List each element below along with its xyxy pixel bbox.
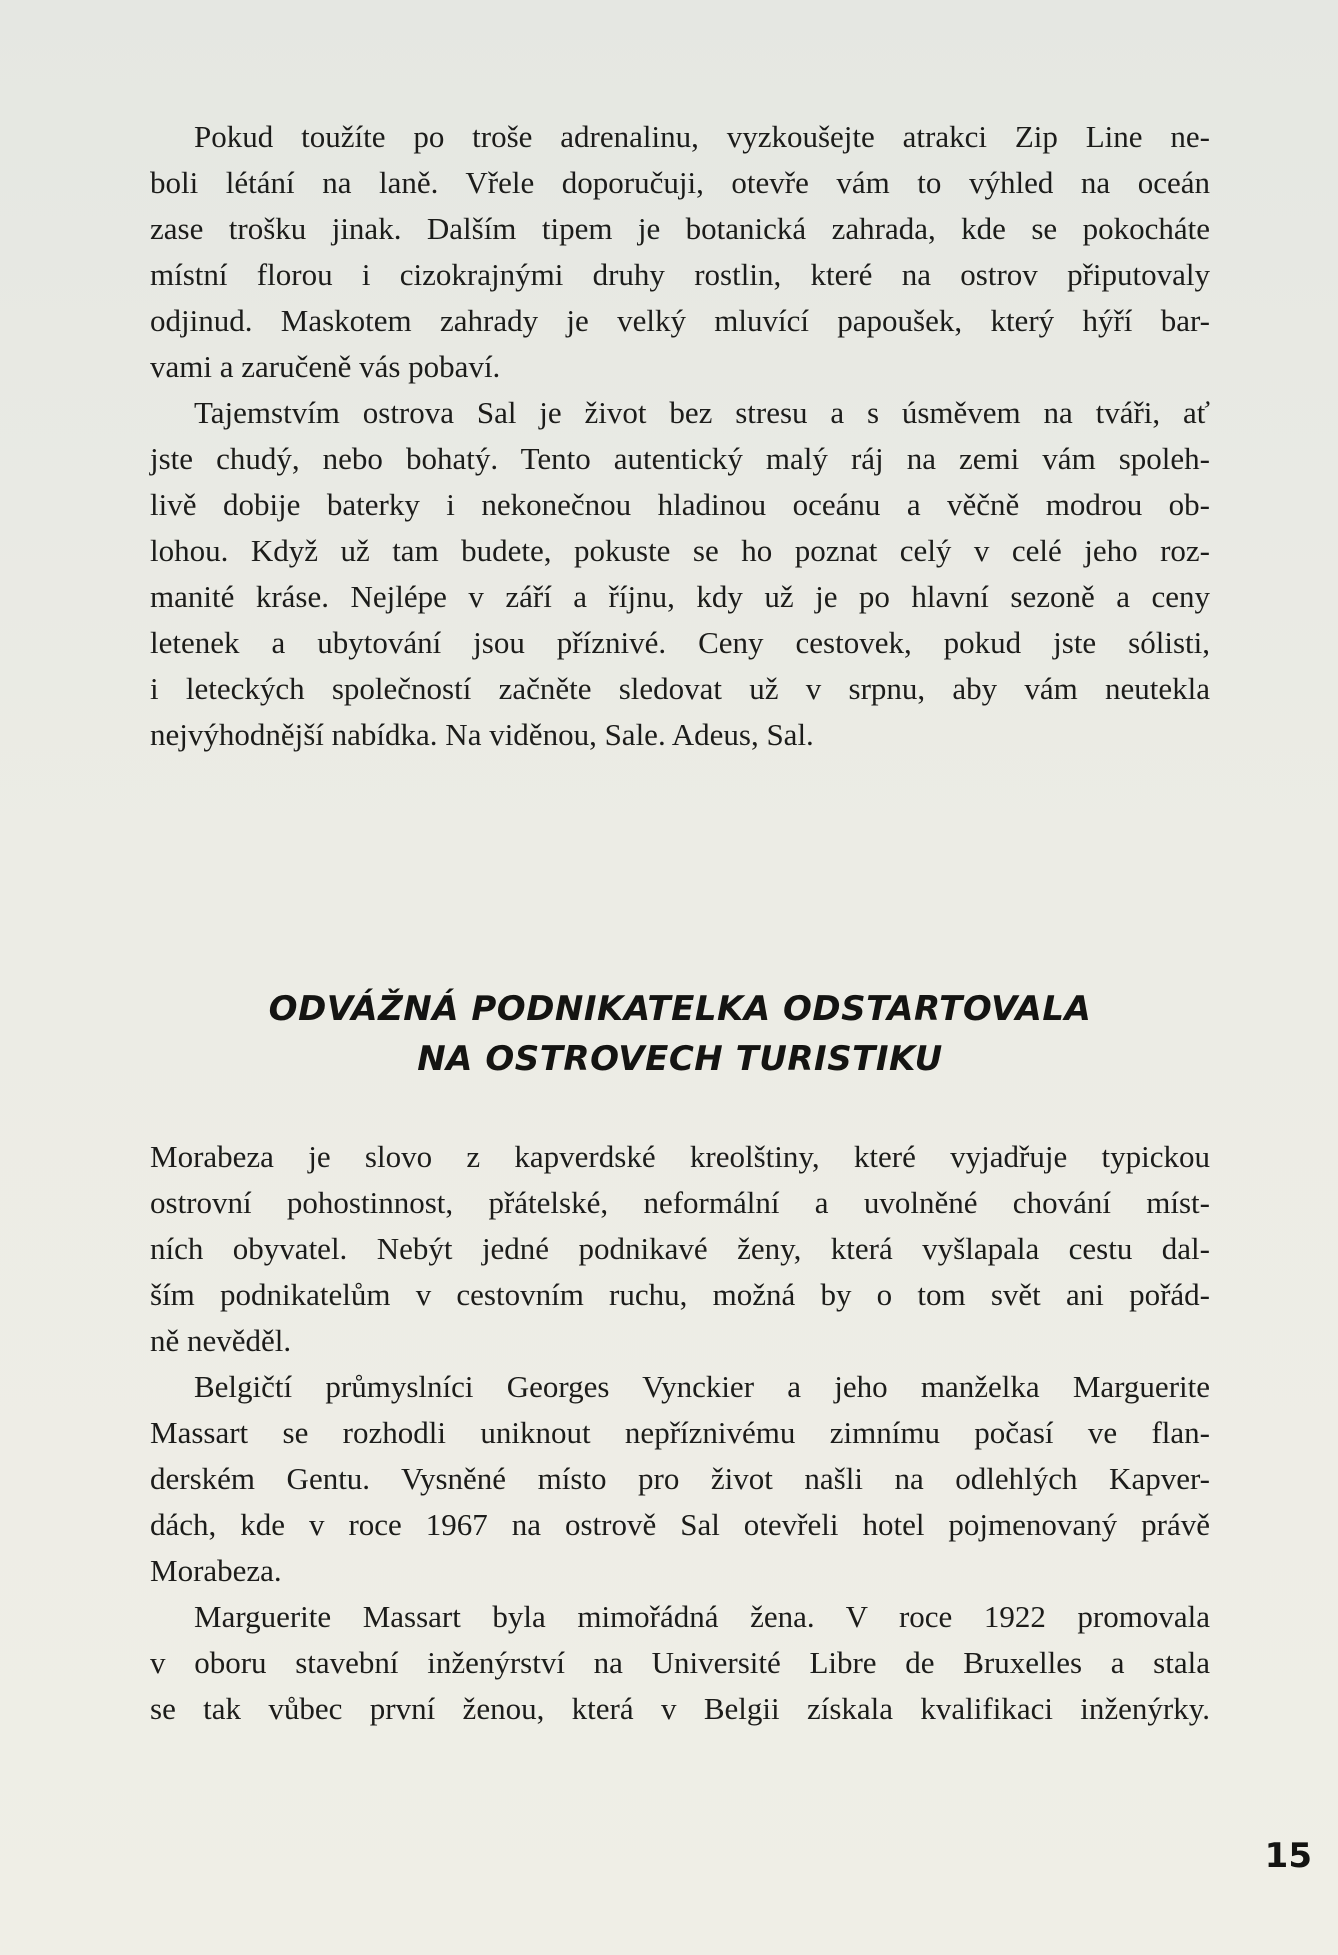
text-line: Morabeza. xyxy=(150,1553,282,1588)
text-line: Belgičtí průmyslníci Georges Vynckier a jeho manželka Marguerite xyxy=(194,1369,1210,1404)
text-line: vami a zaručeně vás pobaví. xyxy=(150,349,501,384)
text-line: v oboru stavební inženýrství na Université Libre de Bruxelles a stala xyxy=(150,1645,1210,1680)
text-line: boli létání na laně. Vřele doporučuji, otevře vám to výhled na oceán xyxy=(150,165,1210,200)
text-line: zase trošku jinak. Dalším tipem je botanická zahrada, kde se pokocháte xyxy=(150,211,1210,246)
section-heading xyxy=(150,984,1210,1084)
text-line: Marguerite Massart byla mimořádná žena. V roce 1922 promovala xyxy=(194,1599,1210,1634)
text-line: se tak vůbec první ženou, která v Belgii získala kvalifikaci inženýrky. xyxy=(150,1691,1210,1726)
text-block-upper xyxy=(150,114,1210,758)
page-number: 15 xyxy=(1264,1836,1312,1876)
text-line: Massart se rozhodli uniknout nepříznivému zimnímu počasí ve flan- xyxy=(150,1415,1210,1450)
text-line: dách, kde v roce 1967 na ostrově Sal otevřeli hotel pojmenovaný právě xyxy=(150,1507,1210,1542)
text-line: i leteckých společností začněte sledovat už v srpnu, aby vám neutekla xyxy=(150,671,1210,706)
text-line: ostrovní pohostinnost, přátelské, neformální a uvolněné chování míst- xyxy=(150,1185,1210,1220)
text-line: nejvýhodnější nabídka. Na viděnou, Sale. Adeus, Sal. xyxy=(150,717,814,752)
text-line: ně nevěděl. xyxy=(150,1323,292,1358)
text-line: jste chudý, nebo bohatý. Tento autentický malý ráj na zemi vám spoleh- xyxy=(150,441,1210,476)
text-line: manité kráse. Nejlépe v září a říjnu, kdy už je po hlavní sezoně a ceny xyxy=(150,579,1210,614)
text-line: místní florou i cizokrajnými druhy rostlin, které na ostrov připutovaly xyxy=(150,257,1210,292)
text-line: livě dobije baterky i nekonečnou hladinou oceánu a věčně modrou ob- xyxy=(150,487,1210,522)
text-line: Tajemstvím ostrova Sal je život bez stresu a s úsměvem na tváři, ať xyxy=(194,395,1210,430)
text-line: letenek a ubytování jsou příznivé. Ceny cestovek, pokud jste sólisti, xyxy=(150,625,1210,660)
text-line: Pokud toužíte po troše adrenalinu, vyzkoušejte atrakci Zip Line ne- xyxy=(194,119,1210,154)
section-heading-line-1: ODVÁŽNÁ PODNIKATELKA ODSTARTOVALA xyxy=(268,989,1092,1029)
text-line: odjinud. Maskotem zahrady je velký mluvící papoušek, který hýří bar- xyxy=(150,303,1210,338)
text-line: ším podnikatelům v cestovním ruchu, možná by o tom svět ani pořád- xyxy=(150,1277,1210,1312)
text-block-lower xyxy=(150,1134,1210,1732)
text-line: lohou. Když už tam budete, pokuste se ho poznat celý v celé jeho roz- xyxy=(150,533,1210,568)
section-heading-line-2: NA OSTROVECH TURISTIKU xyxy=(417,1039,943,1079)
text-line: derském Gentu. Vysněné místo pro život našli na odlehlých Kapver- xyxy=(150,1461,1210,1496)
text-line: Morabeza je slovo z kapverdské kreolštiny, které vyjadřuje typickou xyxy=(150,1139,1210,1174)
text-line: ních obyvatel. Nebýt jedné podnikavé ženy, která vyšlapala cestu dal- xyxy=(150,1231,1210,1266)
